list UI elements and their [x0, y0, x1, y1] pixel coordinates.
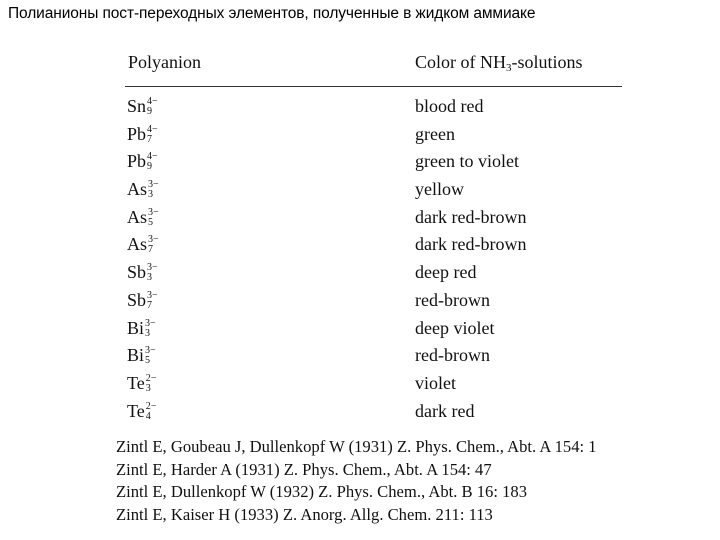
atom-count: 3 — [147, 272, 153, 284]
element-symbol: Pb — [127, 123, 147, 144]
reference-item: Zintl E, Goubeau J, Dullenkopf W (1931) Z. Phys. Chem., Abt. A 154: 1 — [116, 437, 597, 456]
atom-count: 7 — [148, 244, 154, 256]
table-row — [125, 124, 625, 152]
reference-item: Zintl E, Harder A (1931) Z. Phys. Chem., Abt. A 154: 47 — [116, 459, 492, 479]
header-color-subscript: 3 — [506, 62, 512, 74]
solution-color: yellow — [415, 179, 464, 200]
atom-count: 3 — [148, 189, 154, 201]
atom-count: 9 — [147, 106, 153, 117]
charge: 3− — [147, 262, 158, 274]
table-row — [125, 207, 625, 235]
atom-count: 3 — [145, 327, 151, 339]
polyanion-formula — [127, 234, 159, 255]
atom-count: 5 — [148, 216, 154, 228]
references — [116, 436, 597, 526]
charge: 3− — [148, 179, 159, 191]
atom-count: 7 — [147, 299, 153, 311]
atom-count: 5 — [145, 355, 151, 367]
charge: 3− — [147, 289, 158, 301]
header-color — [415, 52, 583, 74]
charge: 2− — [145, 372, 157, 384]
polyanion-formula — [127, 124, 158, 145]
polyanion-formula — [127, 345, 156, 366]
table-row — [125, 345, 625, 373]
atom-count: 7 — [147, 133, 153, 145]
reference-item: Zintl E, Dullenkopf W (1932) Z. Phys. Chem., Abt. B 16: 183 — [116, 482, 527, 502]
element-symbol: As — [127, 206, 148, 227]
element-symbol: Bi — [127, 345, 145, 366]
polyanion-formula — [127, 290, 158, 311]
slide-title: Полианионы пост-переходных элементов, полученные в жидком аммиаке — [8, 5, 536, 22]
solution-color: dark red-brown — [415, 206, 527, 227]
element-symbol: Bi — [127, 317, 145, 338]
solution-color: blood red — [415, 96, 484, 116]
polyanion-formula — [127, 318, 156, 339]
table-row — [125, 262, 625, 290]
element-symbol: Te — [127, 372, 145, 393]
solution-color: deep red — [415, 262, 477, 283]
solution-color: green — [415, 123, 455, 144]
charge: 4− — [147, 96, 158, 107]
atom-count: 9 — [147, 161, 153, 173]
solution-color: dark red-brown — [415, 234, 527, 255]
table-row — [125, 179, 625, 207]
element-symbol: Sb — [127, 289, 147, 310]
atom-count: 3 — [145, 382, 151, 394]
table-row — [125, 401, 625, 429]
polyanion-formula — [127, 207, 159, 228]
solution-color: green to violet — [415, 151, 519, 172]
table-header — [125, 50, 625, 80]
solution-color: red-brown — [415, 289, 490, 310]
header-color-text: Color of NH — [415, 52, 506, 72]
polyanion-formula — [127, 262, 158, 283]
element-symbol: As — [127, 234, 148, 255]
reference-item: Zintl E, Kaiser H (1933) Z. Anorg. Allg. Chem. 211: 113 — [116, 504, 493, 524]
header-polyanion: Polyanion — [128, 52, 202, 72]
polyanion-table — [125, 50, 625, 422]
table-row — [125, 96, 625, 124]
table-row — [125, 234, 625, 262]
table-row — [125, 373, 625, 401]
charge: 3− — [148, 206, 159, 218]
charge: 3− — [148, 234, 159, 246]
solution-color: deep violet — [415, 317, 495, 338]
element-symbol: Te — [127, 400, 145, 421]
charge: 3− — [145, 345, 156, 357]
atom-count: 4 — [145, 410, 151, 422]
element-symbol: Pb — [127, 151, 147, 172]
element-symbol: Sn — [127, 96, 147, 116]
element-symbol: Sb — [127, 262, 147, 283]
charge: 2− — [145, 400, 157, 412]
polyanion-formula — [127, 401, 156, 422]
table-row — [125, 318, 625, 346]
header-rule — [125, 86, 622, 87]
table-row — [125, 151, 625, 179]
element-symbol: As — [127, 179, 148, 200]
polyanion-formula — [127, 151, 158, 172]
solution-color: dark red — [415, 400, 475, 421]
header-color-suffix: -solutions — [511, 52, 583, 72]
table-row — [125, 290, 625, 318]
polyanion-formula — [127, 96, 158, 117]
charge: 4− — [147, 151, 158, 163]
charge: 4− — [147, 123, 158, 135]
polyanion-formula — [127, 179, 159, 200]
solution-color: red-brown — [415, 345, 490, 366]
solution-color: violet — [415, 372, 456, 393]
charge: 3− — [145, 317, 156, 329]
table-body — [125, 96, 625, 428]
polyanion-formula — [127, 373, 156, 394]
